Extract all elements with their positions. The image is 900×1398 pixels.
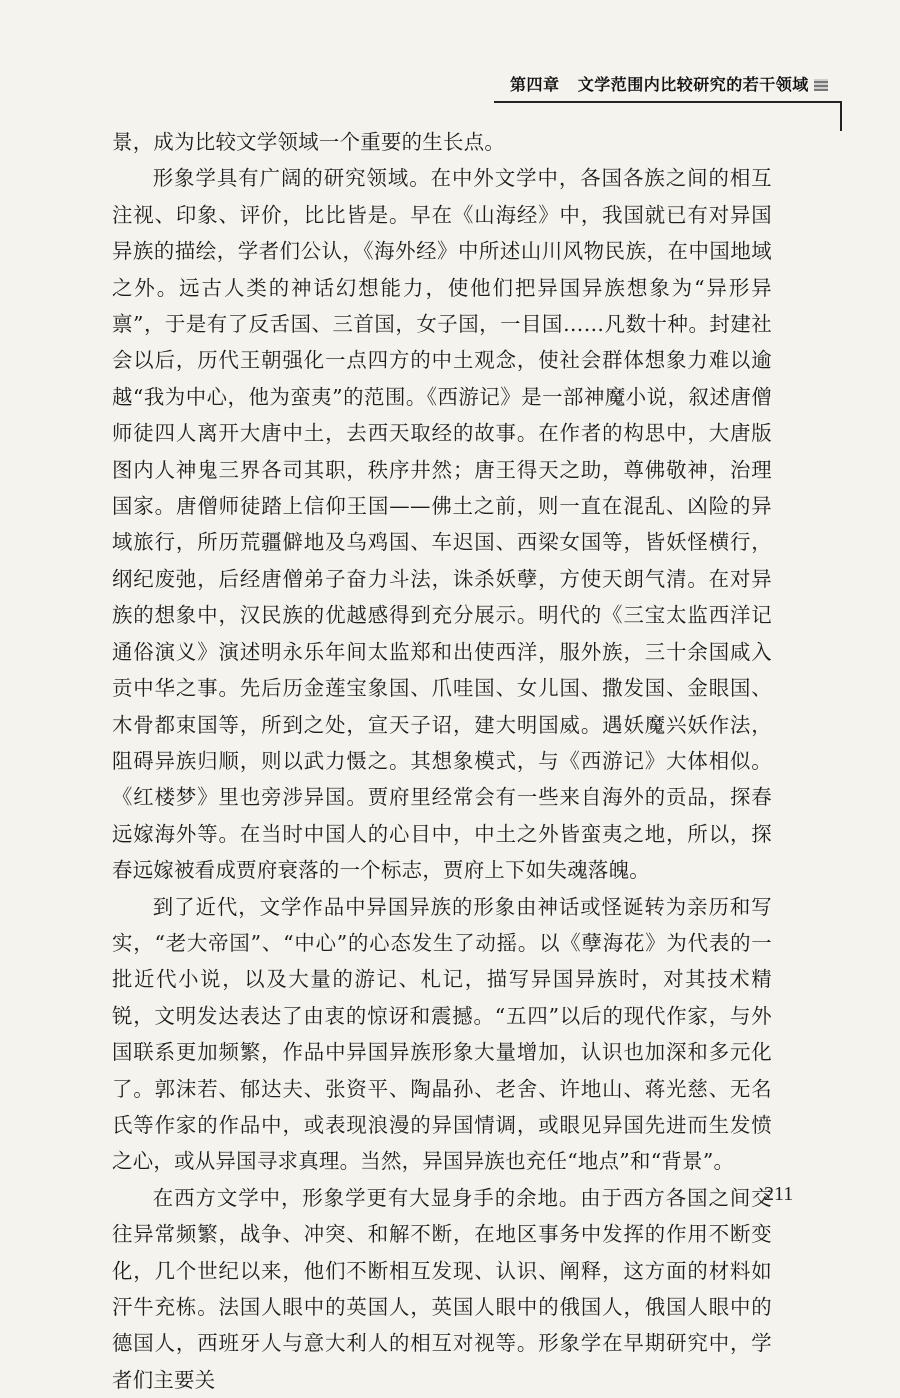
header-rule bbox=[494, 101, 842, 103]
chapter-title bbox=[510, 74, 809, 96]
paragraph: 到了近代，文学作品中异国异族的形象由神话或怪诞转为亲历和写实，“老大帝国”、“中心”的心态发生了动摇。以《孽海花》为代表的一批近代小说，以及大量的游记、札记，描写异国异族时，对其技术精锐，文明发达表达了由衷的惊讶和震撼。“五四”以后的现代作家，与外国联系更加频繁，作品中异国异族形象大量增加，认识也加深和多元化了。郭沫若、郁达夫、张资平、陶晶孙、老舍、许地山、蒋光慈、无名氏等作家的作品中，或表现浪漫的异国情调，或眼见异国先进而生发愤之心，或从异国寻求真理。当然，异国异族也充任“地点”和“背景”。 bbox=[112, 894, 772, 1174]
chapter-name: 文学范围内比较研究的若干领域 bbox=[577, 75, 809, 94]
chapter-number: 第四章 bbox=[510, 75, 560, 94]
paragraph-continuation: 景，成为比较文学领域一个重要的生长点。 bbox=[112, 130, 506, 154]
header-corner-rule bbox=[840, 101, 842, 131]
running-head bbox=[510, 74, 840, 100]
body-text bbox=[112, 124, 772, 1398]
paragraph: 在西方文学中，形象学更有大显身手的余地。由于西方各国之间交往异常频繁，战争、冲突、和解不断，在地区事务中发挥的作用不断变化，几个世纪以来，他们不断相互发现、认识、阐释，这方面的材料如汗牛充栋。法国人眼中的英国人，英国人眼中的俄国人，俄国人眼中的德国人，西班牙人与意大利人的相互对视等。形象学在早期研究中，学者们主要关 bbox=[112, 1185, 772, 1392]
paragraph: 形象学具有广阔的研究领域。在中外文学中，各国各族之间的相互注视、印象、评价，比比皆是。早在《山海经》中，我国就已有对异国异族的描绘，学者们公认，《海外经》中所述山川风物民族，在中国地域之外。远古人类的神话幻想能力，使他们把异国异族想象为“异形异禀”，于是有了反舌国、三首国，女子国，一目国……凡数十种。封建社会以后，历代王朝强化一点四方的中土观念，使社会群体想象力难以逾越“我为中心，他为蛮夷”的范围。《西游记》是一部神魔小说，叙述唐僧师徒四人离开大唐中土，去西天取经的故事。在作者的构思中，大唐版图内人神鬼三界各司其职，秩序井然；唐王得天之助，尊佛敬神，治理国家。唐僧师徒踏上信仰王国——佛土之前，则一直在混乱、凶险的异域旅行，所历荒疆僻地及乌鸡国、车迟国、西梁女国等，皆妖怪横行，纲纪废弛，后经唐僧弟子奋力斗法，诛杀妖孽，方使天朗气清。在对异族的想象中，汉民族的优越感得到充分展示。明代的《三宝太监西洋记通俗演义》演述明永乐年间太监郑和出使西洋，服外族，三十余国咸入贡中华之事。先后历金莲宝象国、爪哇国、女儿国、撒发国、金眼国、木骨都束国等，所到之处，宣天子诏，建大明国威。遇妖魔兴妖作法，阻碍异族归顺，则以武力慑之。其想象模式，与《西游记》大体相似。《红楼梦》里也旁涉异国。贾府里经常会有一些来自海外的贡品，探春远嫁海外等。在当时中国人的心目中，中土之外皆蛮夷之地，所以，探春远嫁被看成贾府衰落的一个标志，贾府上下如失魂落魄。 bbox=[112, 166, 772, 883]
header-ornament-icon bbox=[814, 79, 828, 91]
page-number: 211 bbox=[764, 1183, 794, 1205]
